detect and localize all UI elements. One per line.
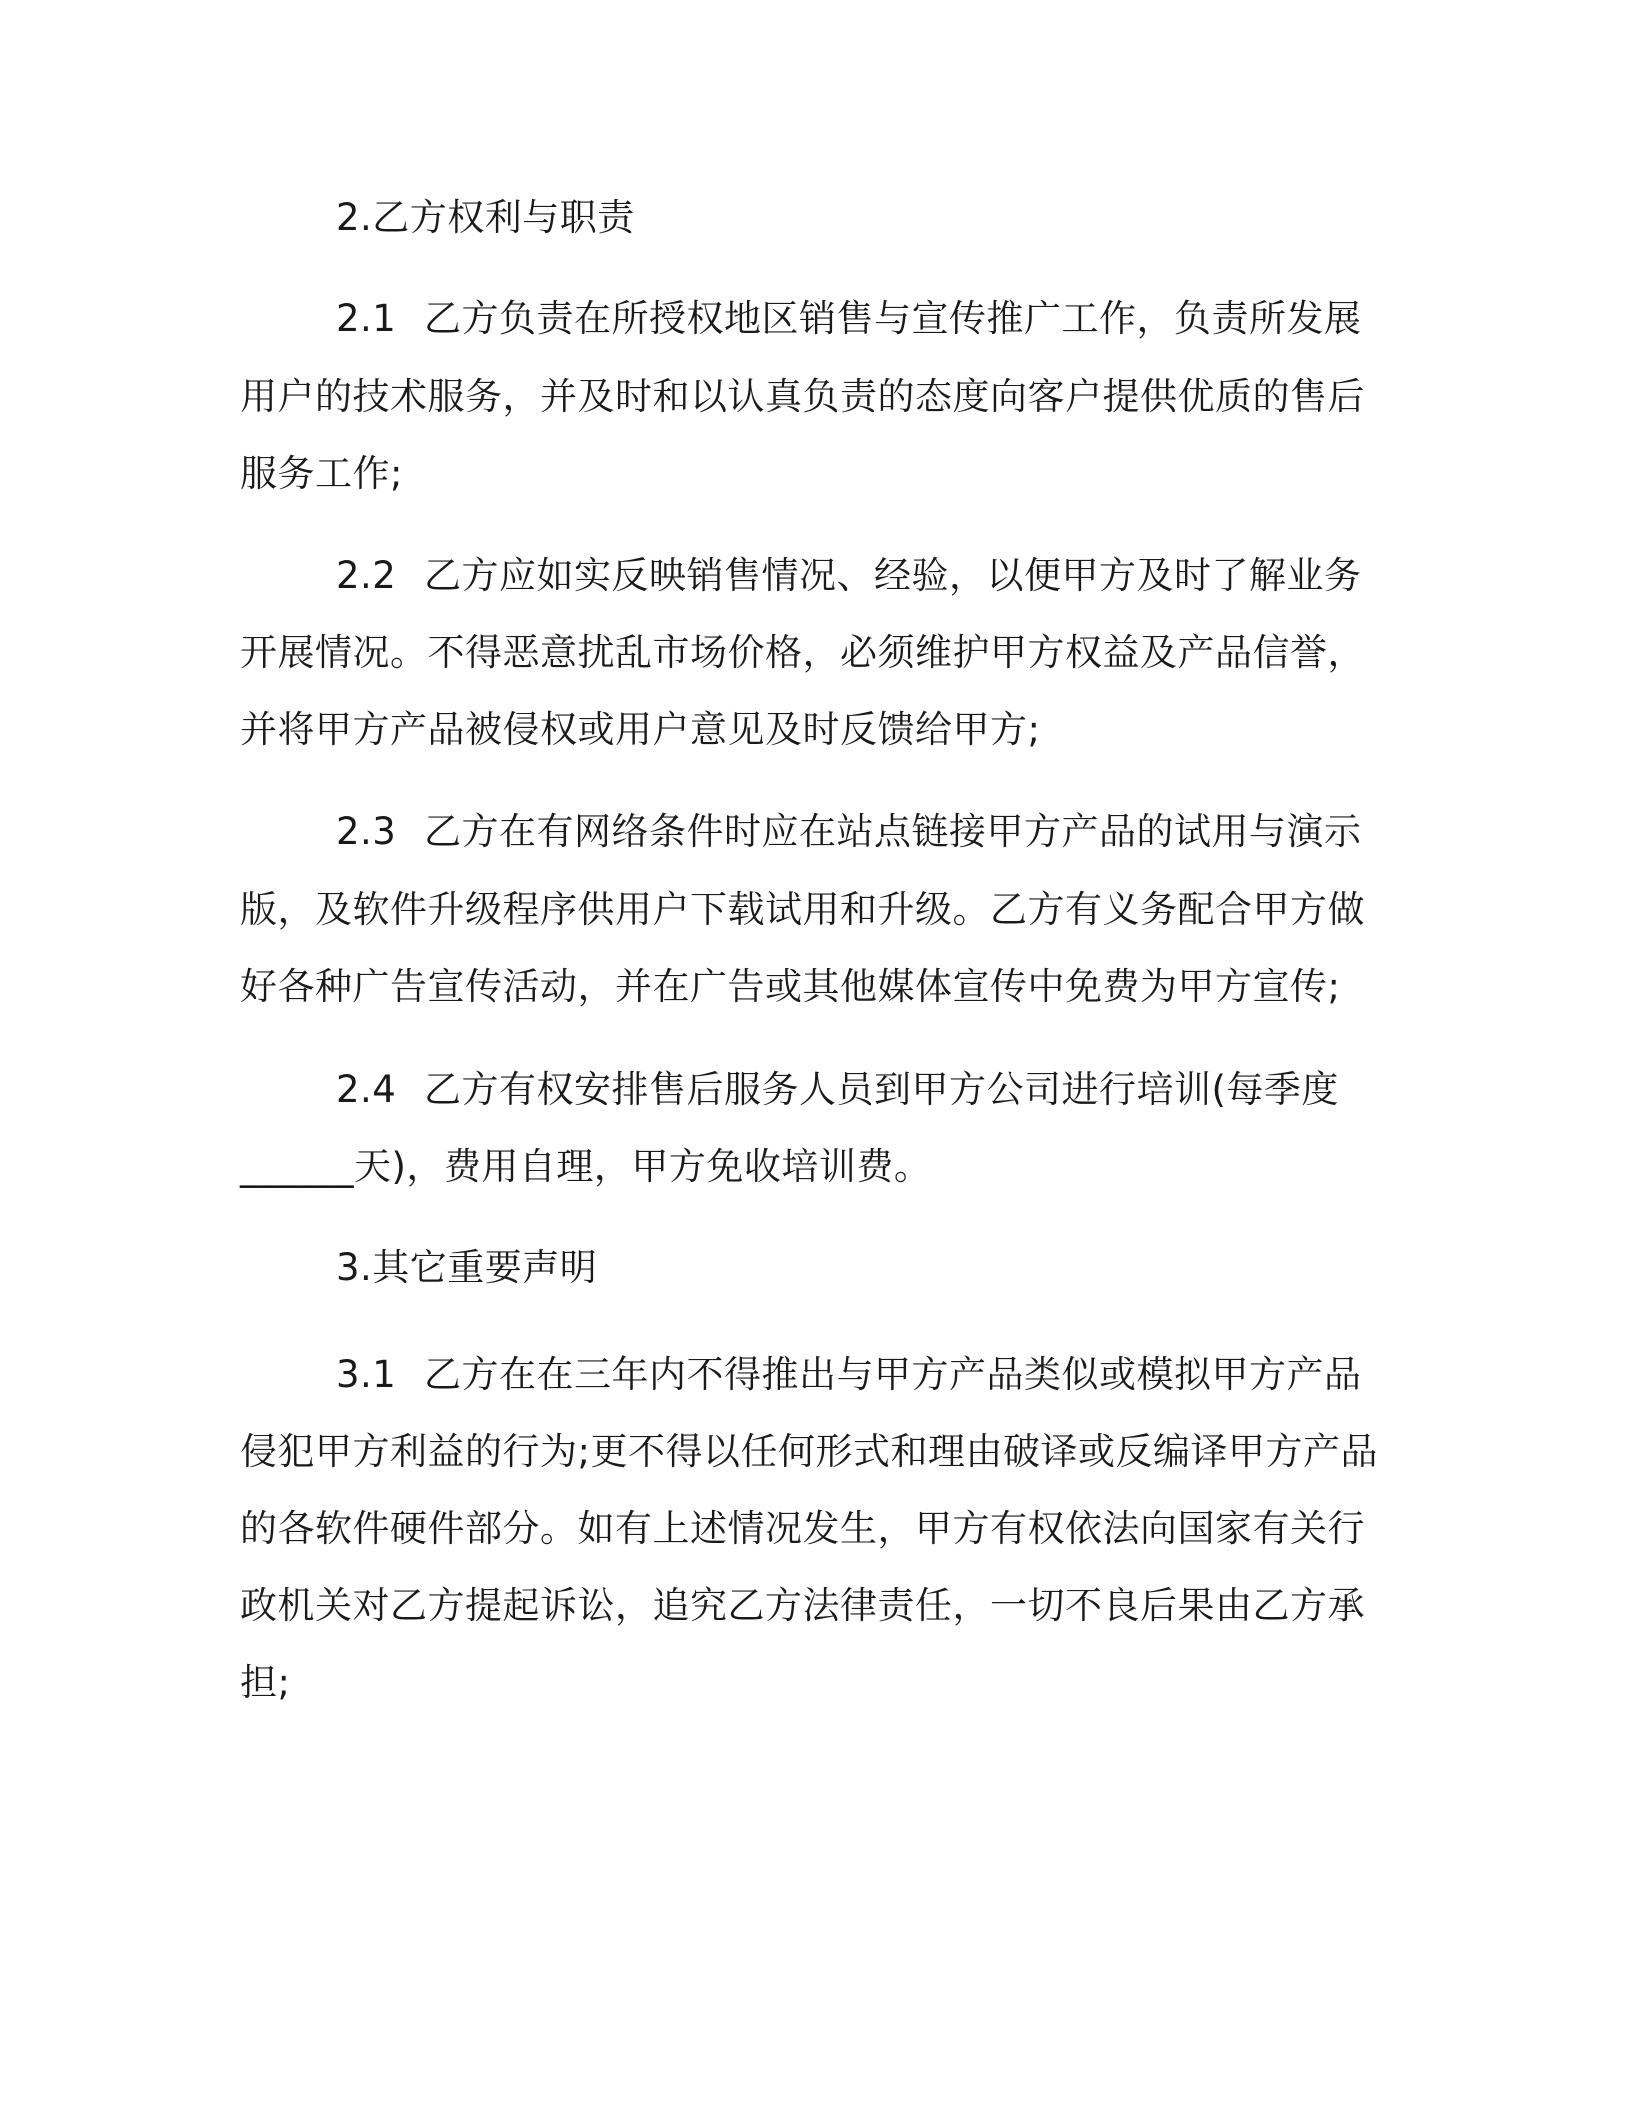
clause-number: 3.1	[336, 1353, 397, 1396]
clause-number: 2.2	[336, 554, 397, 597]
clause-number: 2.3	[336, 810, 397, 853]
section-heading-text: 2.乙方权利与职责	[336, 196, 635, 239]
clause-line: 用户的技术服务，并及时和以认真负责的态度向客户提供优质的售后	[240, 375, 1365, 418]
clause-line: 政机关对乙方提起诉讼，追究乙方法律责任，一切不良后果由乙方承	[240, 1584, 1365, 1627]
clause-line: 服务工作;	[240, 452, 403, 495]
clause-line: 乙方在有网络条件时应在站点链接甲方产品的试用与演示	[424, 810, 1362, 853]
clause-line: ______天)，费用自理，甲方免收培训费。	[240, 1145, 932, 1188]
clause-line: 开展情况。不得恶意扰乱市场价格，必须维护甲方权益及产品信誉，	[240, 631, 1365, 674]
clause-line: 担;	[240, 1661, 291, 1704]
clause-line: 并将甲方产品被侵权或用户意见及时反馈给甲方;	[240, 708, 1041, 751]
clause-number: 2.4	[336, 1068, 397, 1111]
clause-line: 乙方有权安排售后服务人员到甲方公司进行培训(每季度	[424, 1068, 1339, 1111]
section-heading-text: 3.其它重要声明	[336, 1246, 598, 1289]
clause-number: 2.1	[336, 297, 397, 340]
clause-line: 的各软件硬件部分。如有上述情况发生，甲方有权依法向国家有关行	[240, 1507, 1365, 1550]
clause-line: 乙方负责在所授权地区销售与宣传推广工作，负责所发展	[424, 297, 1362, 340]
clause-line: 乙方应如实反映销售情况、经验，以便甲方及时了解业务	[424, 554, 1362, 597]
clause-line: 侵犯甲方利益的行为;更不得以任何形式和理由破译或反编译甲方产品	[240, 1430, 1378, 1473]
clause-line: 好各种广告宣传活动，并在广告或其他媒体宣传中免费为甲方宣传;	[240, 965, 1341, 1008]
clause-line: 版，及软件升级程序供用户下载试用和升级。乙方有义务配合甲方做	[240, 888, 1365, 931]
clause-line: 乙方在在三年内不得推出与甲方产品类似或模拟甲方产品	[424, 1353, 1362, 1396]
